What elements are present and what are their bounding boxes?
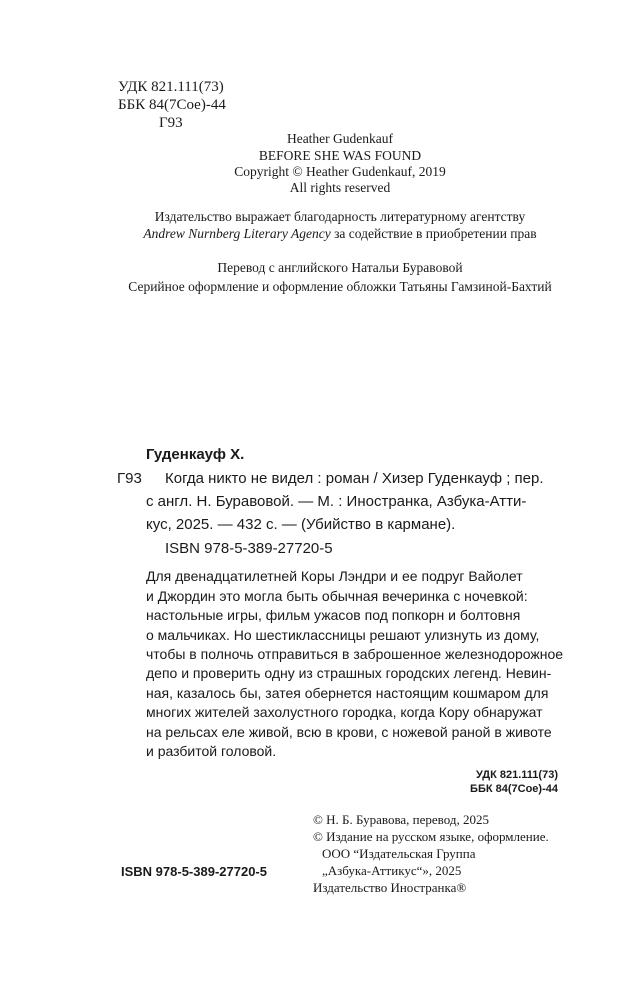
original-title: BEFORE SHE WAS FOUND — [258, 148, 422, 163]
catalog-line1: Когда никто не видел : роман / Хизер Гуденкауф ; пер. — [165, 470, 544, 487]
index-bbk: ББК 84(7Сое)-44 — [470, 783, 558, 795]
annotation-line: на рельсах еле живой, всю в крови, с ножевой раной в животе — [146, 724, 552, 740]
copyright-publisher-group: ООО “Издательская Группа — [322, 846, 476, 861]
copyright-translation: © Н. Б. Буравова, перевод, 2025 — [313, 812, 489, 827]
copyright-edition: © Издание на русском языке, оформление. — [313, 829, 549, 844]
bbk-code: ББК 84(7Сое)-44 — [118, 97, 226, 113]
copyright-imprint: Издательство Иностранка® — [313, 880, 467, 895]
acknowledgement-line1: Издательство выражает благодарность литературному агентству — [154, 209, 526, 224]
udk-code: УДК 821.111(73) — [118, 79, 224, 95]
acknowledgement-line2 — [0, 225, 628, 242]
catalog-author-heading: Гуденкауф Х. — [146, 446, 245, 463]
annotation-line: и разбитой головой. — [146, 743, 277, 759]
annotation-line: чтобы в полночь отправиться в заброшенное железнодорожное — [146, 646, 564, 662]
catalog-isbn: ISBN 978-5-389-27720-5 — [165, 540, 333, 557]
acknowledgement-rest: за содействие в приобретении прав — [330, 226, 537, 241]
catalog-line3: кус, 2025. — 432 с. — (Убийство в кармане). — [146, 516, 456, 533]
copyright-publisher-year: „Азбука-Аттикус“», 2025 — [322, 863, 462, 878]
annotation-line: ная, казалось бы, затея обернется настоящим кошмаром для — [146, 685, 549, 701]
annotation-line: и Джордин это могла быть обычная вечеринка с ночевкой: — [146, 588, 528, 604]
agency-name: Andrew Nurnberg Literary Agency — [143, 226, 331, 241]
original-author: Heather Gudenkauf — [286, 131, 394, 146]
rights-reserved: All rights reserved — [289, 180, 391, 195]
translator-credit: Перевод с английского Натальи Буравовой — [217, 260, 463, 275]
author-code: Г93 — [159, 115, 183, 131]
annotation-line: настольные игры, фильм ужасов под попкорн и болтовня — [146, 607, 521, 623]
original-copyright: Copyright © Heather Gudenkauf, 2019 — [234, 164, 446, 179]
index-udk: УДК 821.111(73) — [475, 769, 558, 781]
annotation-line: многих жителей захолустного городка, когда Кору обнаружат — [146, 704, 543, 720]
annotation-line: депо и проверить одну из страшных городских легенд. Невин- — [146, 665, 552, 681]
annotation-line: о мальчиках. Но шестиклассницы решают улизнуть из дому, — [146, 627, 540, 643]
design-credit: Серийное оформление и оформление обложки Татьяны Гамзиной-Бахтий — [128, 279, 552, 294]
catalog-code: Г93 — [117, 470, 142, 487]
catalog-line2: с англ. Н. Буравовой. — М. : Иностранка, Азбука-Атти- — [146, 493, 527, 510]
isbn-bottom: ISBN 978-5-389-27720-5 — [121, 864, 267, 879]
annotation-line: Для двенадцатилетней Коры Лэндри и ее подруг Вайолет — [146, 568, 523, 584]
